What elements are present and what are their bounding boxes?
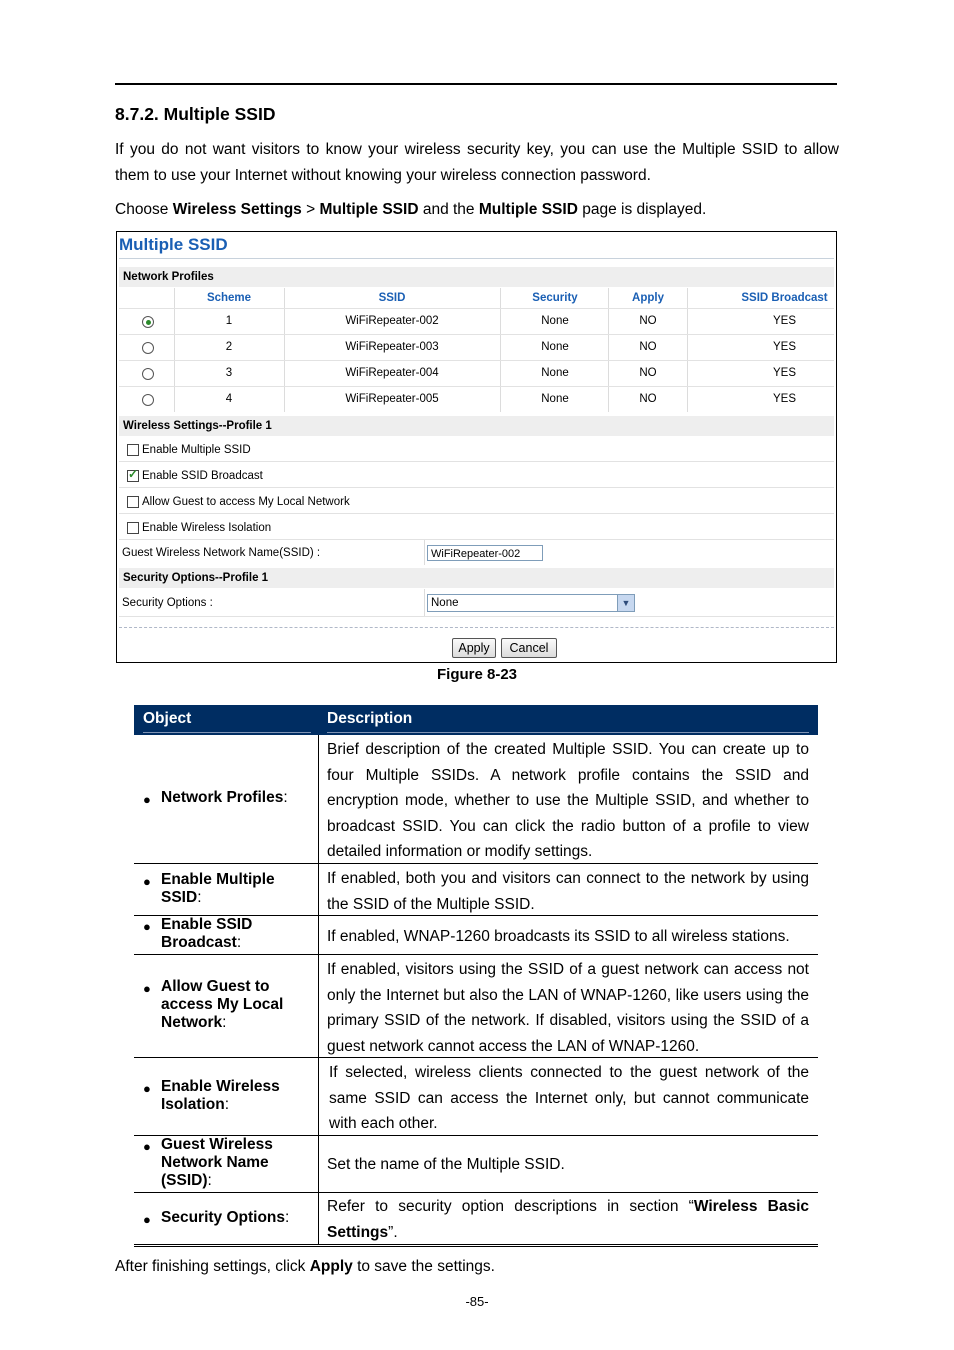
row-divider [134, 954, 818, 955]
table-row-description: If selected, wireless clients connected to the guest network of the same SSID can access the Internet only, but cannot communicate with each other. [329, 1064, 809, 1132]
allow-guest-local-checkbox[interactable] [127, 496, 139, 508]
table-row-description: Set the name of the Multiple SSID. [327, 1156, 565, 1173]
enable-wireless-isolation-label: Enable Wireless Isolation [142, 522, 272, 534]
profile-apply: NO [639, 341, 657, 353]
enable-multiple-ssid-checkbox[interactable] [127, 444, 139, 456]
top-rule [115, 83, 837, 85]
profile-ssid: WiFiRepeater-002 [345, 315, 439, 327]
section-heading: 8.7.2. Multiple SSID [115, 104, 276, 124]
table-row-object: Enable Wireless Isolation: [161, 1078, 280, 1113]
chevron-down-icon[interactable]: ▼ [617, 595, 634, 611]
bullet-icon: ● [143, 1139, 151, 1154]
apply-button[interactable]: Apply [452, 638, 496, 658]
security-options-value: None [431, 597, 459, 609]
row-divider [134, 1057, 818, 1058]
profile-ssid: WiFiRepeater-003 [345, 341, 439, 353]
profile-broadcast: YES [772, 393, 796, 405]
security-options-select[interactable] [427, 594, 635, 612]
bullet-icon: ● [143, 919, 151, 934]
grid-line [119, 334, 834, 335]
table-row-object: Guest Wireless Network Name (SSID): [161, 1136, 273, 1189]
col-ssid-broadcast: SSID Broadcast [741, 292, 828, 304]
grid-line [119, 616, 834, 617]
bullet-icon: ● [143, 792, 151, 807]
guest-ssid-label: Guest Wireless Network Name(SSID) : [122, 547, 321, 559]
table-row-object: Allow Guest to access My Local Network: [161, 978, 284, 1031]
table-row-description: If enabled, visitors using the SSID of a guest network can access not only the Internet but also the LAN of WNAP-1260, like users using the primary SSID of the network. If disabled, visitors using the SSID of a guest network cannot access the LAN of WNAP-1260. [327, 961, 809, 1055]
bullet-icon: ● [143, 1212, 151, 1227]
profile-ssid: WiFiRepeater-004 [345, 367, 439, 379]
col-scheme: Scheme [206, 292, 252, 304]
dashed-divider [119, 627, 834, 628]
header-description: Description [327, 708, 809, 733]
figure-caption: Figure 8-23 [436, 666, 518, 683]
table-row-description: If enabled, both you and visitors can connect to the network by using the SSID of the Multiple SSID. [327, 870, 809, 913]
table-row-object: Security Options: [161, 1209, 290, 1226]
profile-scheme: 4 [225, 393, 233, 405]
profile-ssid: WiFiRepeater-005 [345, 393, 439, 405]
enable-ssid-broadcast-label: Enable SSID Broadcast [142, 470, 263, 482]
after-paragraph: After finishing settings, click Apply to save the settings. [115, 1258, 495, 1275]
table-row-description: If enabled, WNAP-1260 broadcasts its SSID to all wireless stations. [327, 928, 790, 945]
grid-line [424, 589, 425, 616]
intro-paragraph: If you do not want visitors to know your wireless security key, you can use the Multiple SSID to allow them to use your Internet without knowing your wireless connection password. [115, 141, 839, 184]
profile-broadcast: YES [772, 367, 796, 379]
profile-apply: NO [639, 315, 657, 327]
profile-broadcast: YES [772, 315, 796, 327]
profile-security: None [541, 341, 569, 353]
profile-apply: NO [639, 367, 657, 379]
grid-line [119, 461, 834, 462]
col-apply: Apply [632, 292, 664, 304]
grid-line [119, 360, 834, 361]
wireless-settings-section: Wireless Settings--Profile 1 [119, 416, 834, 436]
profile-broadcast: YES [772, 341, 796, 353]
table-row-description: Refer to security option descriptions in section “Wireless Basic Settings”. [327, 1198, 809, 1241]
profile-apply: NO [639, 393, 657, 405]
profile-security: None [541, 367, 569, 379]
bullet-icon: ● [143, 874, 151, 889]
profile-scheme: 2 [225, 341, 233, 353]
bullet-icon: ● [143, 981, 151, 996]
col-security: Security [532, 292, 578, 304]
profile-radio-1[interactable] [142, 316, 154, 328]
network-profiles-section: Network Profiles [119, 267, 834, 287]
allow-guest-local-label: Allow Guest to access My Local Network [142, 496, 350, 508]
profile-radio-2[interactable] [142, 342, 154, 354]
column-divider [318, 735, 319, 1245]
table-row-object: Enable SSID Broadcast: [161, 916, 253, 951]
profile-security: None [541, 393, 569, 405]
grid-line [119, 513, 834, 514]
header-object: Object [143, 708, 311, 733]
bullet-icon: ● [143, 1081, 151, 1096]
grid-line [119, 487, 834, 488]
grid-line [119, 386, 834, 387]
profile-radio-3[interactable] [142, 368, 154, 380]
table-row-description: Brief description of the created Multiple SSID. You can create up to four Multiple SSIDs. A network profile contains the SSID and encryption mode, whether to use the Multiple SSID, and whether to broadcast SSID. You can click the radio button of a profile to view detailed information or modify settings. [327, 741, 809, 860]
guest-ssid-input[interactable]: WiFiRepeater-002 [427, 545, 543, 561]
profile-radio-4[interactable] [142, 394, 154, 406]
page-number: -85- [465, 1294, 489, 1309]
table-row-object: Network Profiles: [161, 789, 288, 806]
choose-paragraph: Choose Wireless Settings > Multiple SSID and the Multiple SSID page is displayed. [115, 201, 707, 218]
col-ssid: SSID [378, 292, 406, 304]
row-divider [134, 1192, 818, 1193]
security-options-label: Security Options : [122, 597, 213, 609]
figure-title: Multiple SSID [119, 235, 228, 254]
enable-multiple-ssid-label: Enable Multiple SSID [142, 444, 251, 456]
table-bottom-rule [134, 1244, 818, 1247]
table-row-object: Enable Multiple SSID: [161, 871, 275, 906]
security-options-section: Security Options--Profile 1 [119, 568, 834, 588]
profile-scheme: 1 [225, 315, 233, 327]
cancel-button[interactable]: Cancel [501, 638, 557, 658]
enable-wireless-isolation-checkbox[interactable] [127, 522, 139, 534]
grid-line [119, 539, 834, 540]
profile-security: None [541, 315, 569, 327]
title-divider [119, 258, 834, 259]
profile-scheme: 3 [225, 367, 233, 379]
multiple-ssid-screenshot [116, 231, 837, 663]
enable-ssid-broadcast-checkbox[interactable] [127, 470, 139, 482]
grid-line [119, 308, 834, 309]
table-header [134, 705, 818, 735]
row-divider [134, 863, 818, 864]
grid-line [424, 540, 425, 565]
